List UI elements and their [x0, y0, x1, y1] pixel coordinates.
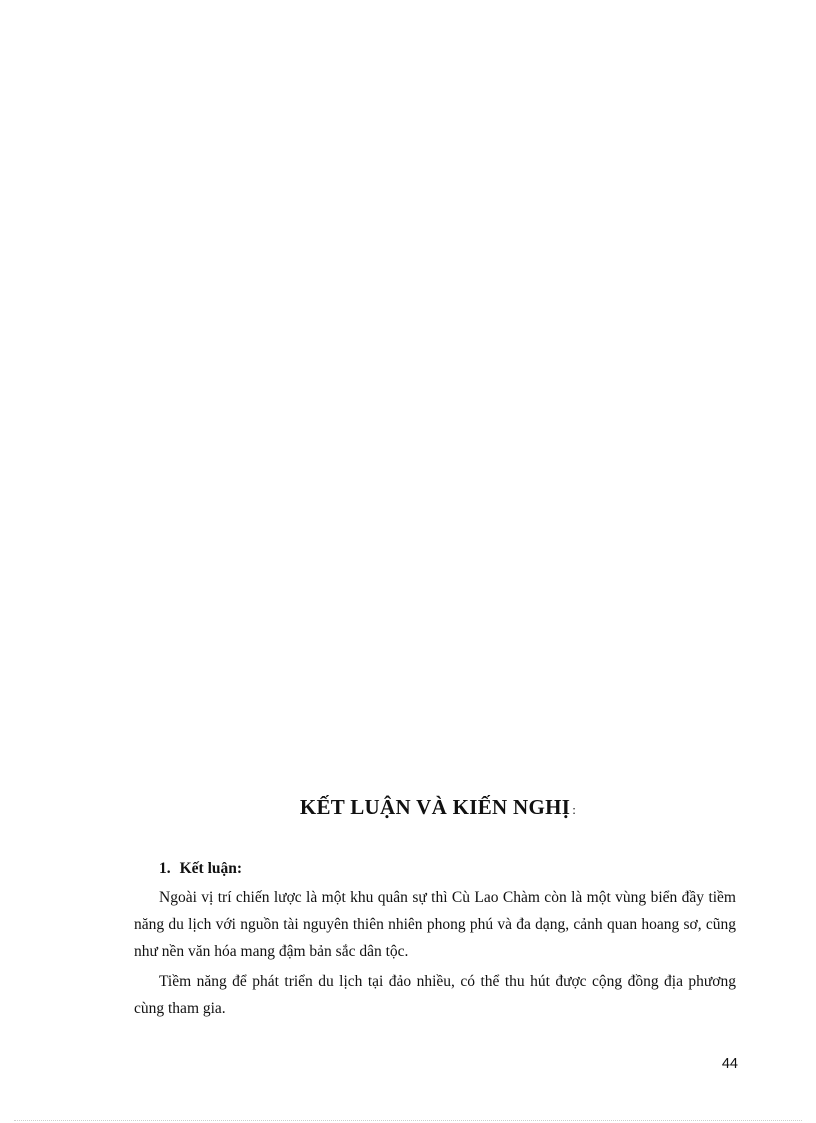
section-title [159, 860, 242, 878]
page-bottom-divider [14, 1120, 802, 1121]
heading-colon: : [572, 802, 577, 817]
paragraph-2: Tiềm năng để phát triển du lịch tại đảo nhiều, có thể thu hút được cộng đồng địa phương cùng tham gia. [134, 973, 736, 1017]
section-title-text: Kết luận: [179, 860, 243, 877]
page-number: 44 [721, 1056, 738, 1072]
conclusion-heading [0, 795, 816, 820]
section-number: 1. [159, 860, 171, 877]
paragraph-1: Ngoài vị trí chiến lược là một khu quân sự thì Cù Lao Chàm còn là một vùng biển đầy tiềm năng du lịch với nguồn tài nguyên thiên nhiên phong phú và đa dạng, cảnh quan hoang sơ, cũng như nền văn hóa mang đậm bản sắc dân tộc. [134, 889, 736, 960]
heading-title: KẾT LUẬN VÀ KIẾN NGHỊ [299, 795, 571, 819]
